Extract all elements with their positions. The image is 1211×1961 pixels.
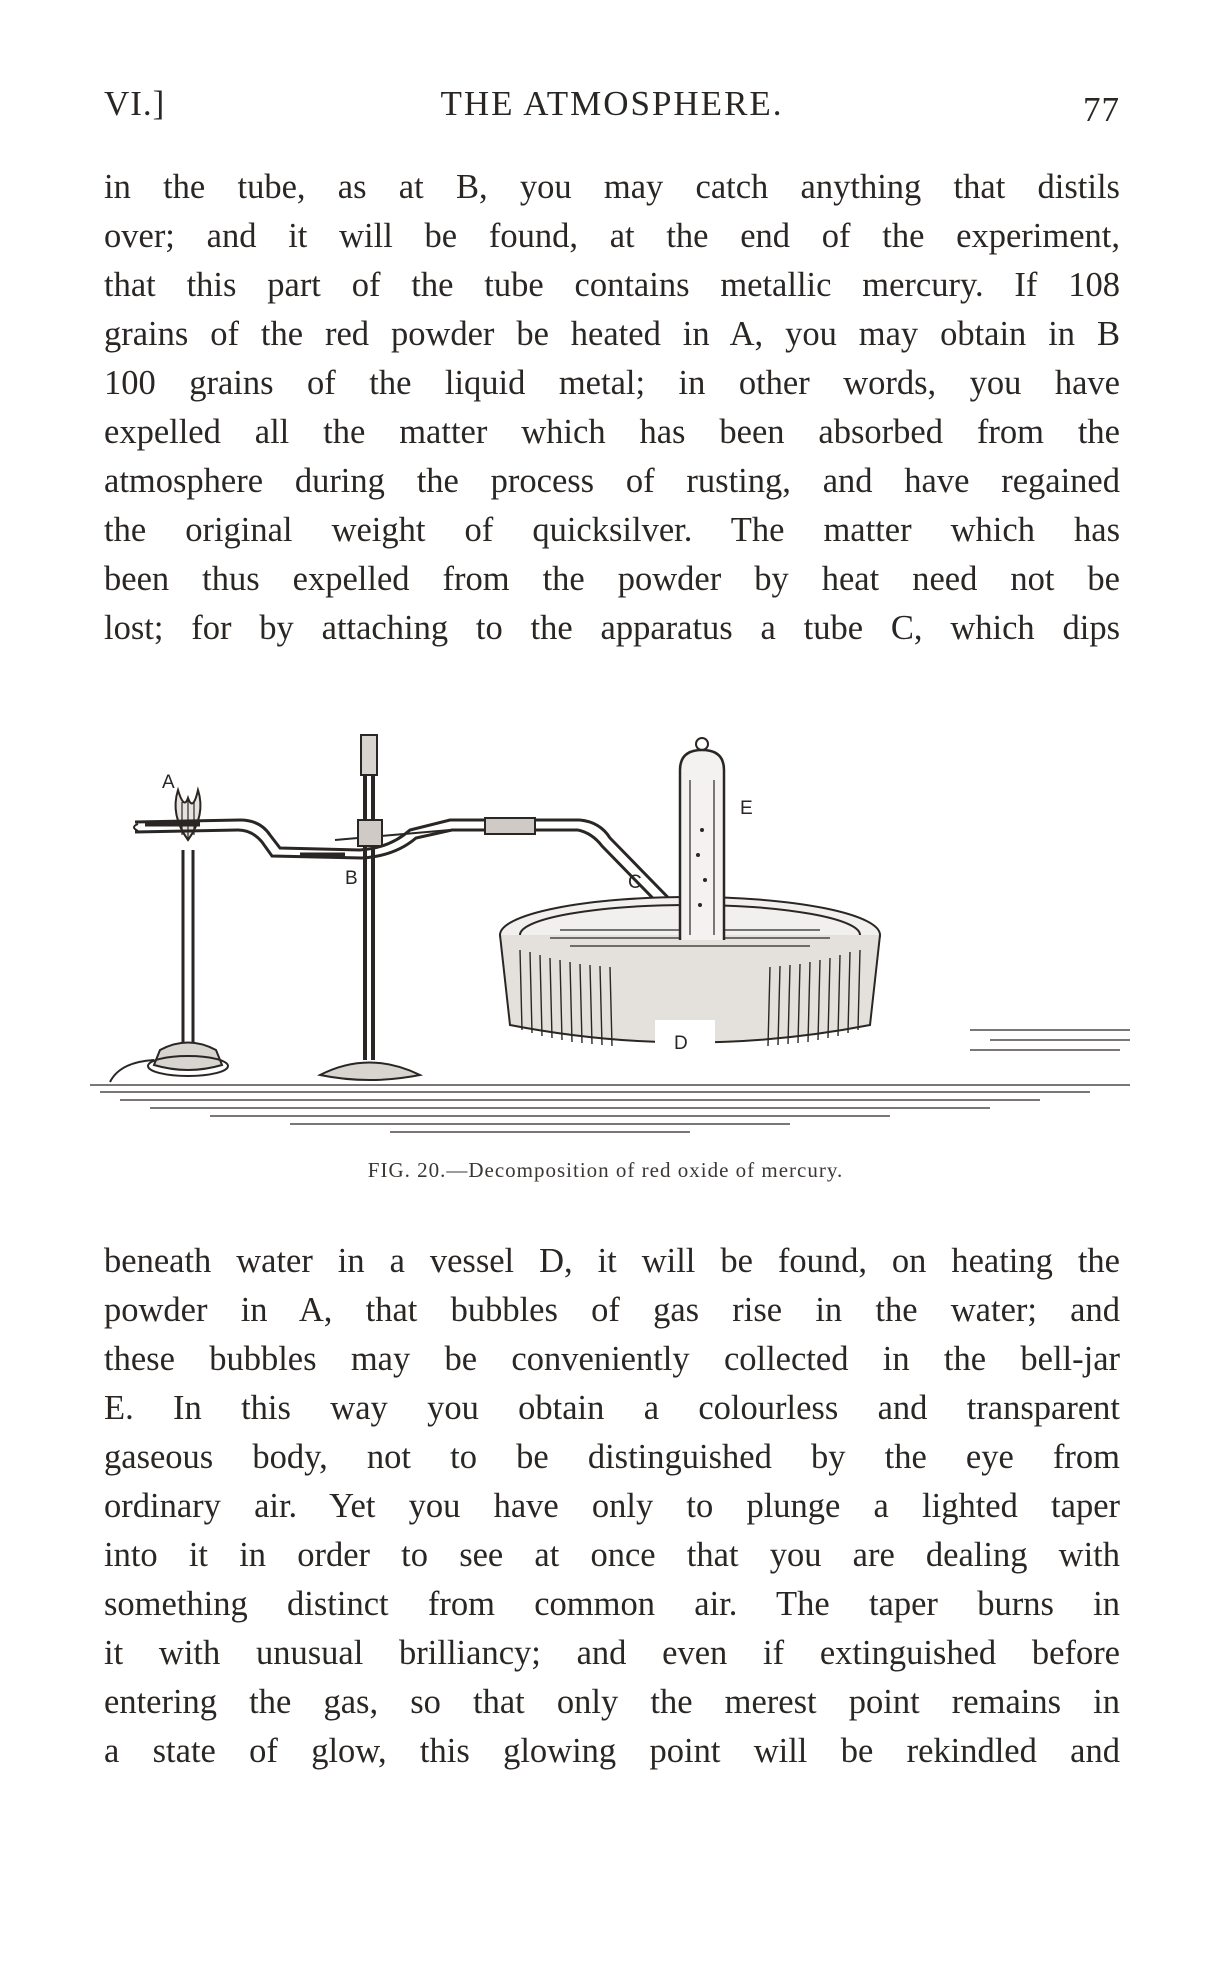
text-line: the original weight of quicksilver. The matter which has bbox=[104, 511, 1120, 549]
text-line: these bubbles may be conveniently collected in the bell-jar bbox=[104, 1340, 1120, 1378]
text-line: powder in A, that bubbles of gas rise in the water; and bbox=[104, 1291, 1120, 1329]
label-a: A bbox=[162, 772, 175, 793]
text-line: beneath water in a vessel D, it will be found, on heating the bbox=[104, 1242, 1120, 1280]
text-line: something distinct from common air. The taper burns in bbox=[104, 1585, 1120, 1623]
label-d: D bbox=[674, 1033, 688, 1054]
paragraph-top bbox=[104, 163, 1120, 653]
section-number: VI.] bbox=[104, 84, 166, 123]
burner bbox=[110, 790, 228, 1082]
label-c: C bbox=[628, 872, 642, 893]
paragraph-bottom bbox=[104, 1237, 1120, 1776]
figure-caption: FIG. 20.—Decomposition of red oxide of mercury. bbox=[367, 1158, 844, 1182]
page-title: THE ATMOSPHERE. bbox=[440, 84, 784, 123]
apparatus-drawing bbox=[90, 690, 1130, 1150]
text-line: lost; for by attaching to the apparatus a tube C, which dips bbox=[104, 609, 1120, 647]
label-e: E bbox=[740, 798, 753, 819]
text-line: over; and it will be found, at the end of the experiment, bbox=[104, 217, 1120, 255]
text-line: into it in order to see at once that you are dealing with bbox=[104, 1536, 1120, 1574]
text-line: E. In this way you obtain a colourless and transparent bbox=[104, 1389, 1120, 1427]
text-line: grains of the red powder be heated in A, you may obtain in B bbox=[104, 315, 1120, 353]
text-line: entering the gas, so that only the merest point remains in bbox=[104, 1683, 1120, 1721]
table-surface bbox=[90, 1030, 1130, 1132]
bell-jar bbox=[680, 738, 724, 940]
running-head bbox=[104, 84, 1120, 134]
text-line: 100 grains of the liquid metal; in other words, you have bbox=[104, 364, 1120, 402]
text-line: it with unusual brilliancy; and even if extinguished before bbox=[104, 1634, 1120, 1672]
text-line: that this part of the tube contains metallic mercury. If 108 bbox=[104, 266, 1120, 304]
text-line: atmosphere during the process of rusting, and have regained bbox=[104, 462, 1120, 500]
text-line: ordinary air. Yet you have only to plunge a lighted taper bbox=[104, 1487, 1120, 1525]
page-number: 77 bbox=[1083, 90, 1120, 129]
apparatus-illustration bbox=[90, 690, 1130, 1150]
text-line: gaseous body, not to be distinguished by the eye from bbox=[104, 1438, 1120, 1476]
support-stand bbox=[320, 735, 450, 1080]
text-line: been thus expelled from the powder by heat need not be bbox=[104, 560, 1120, 598]
text-line: a state of glow, this glowing point will be rekindled and bbox=[104, 1732, 1120, 1770]
text-line: in the tube, as at B, you may catch anything that distils bbox=[104, 168, 1120, 206]
label-b: B bbox=[345, 868, 358, 889]
text-line: expelled all the matter which has been absorbed from the bbox=[104, 413, 1120, 451]
